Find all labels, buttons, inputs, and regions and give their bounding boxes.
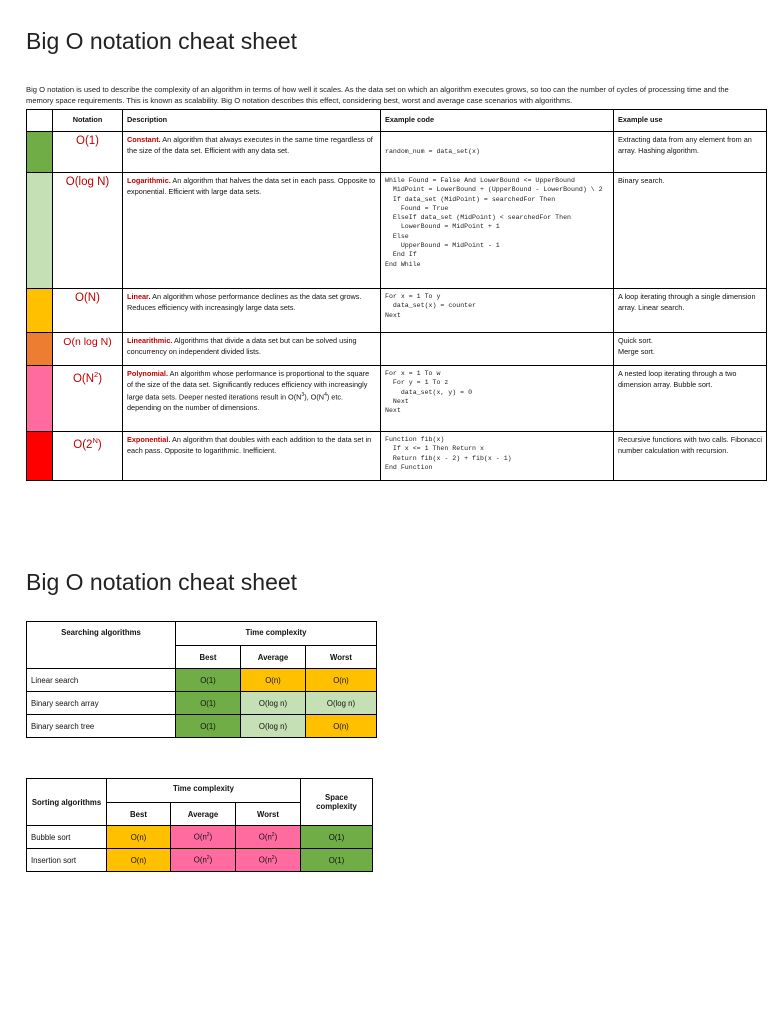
text-fragment: 2 xyxy=(271,832,275,839)
table-row xyxy=(27,669,377,692)
row-label: Binary search tree xyxy=(27,715,176,738)
cell-worst: O(n) xyxy=(306,715,377,738)
table-row xyxy=(27,715,377,738)
keyword: Polynomial xyxy=(127,369,166,378)
cell-average: O(n) xyxy=(241,669,306,692)
cell-worst xyxy=(236,849,301,872)
text-fragment: . xyxy=(170,336,173,345)
code-cell xyxy=(381,289,614,333)
description-cell xyxy=(123,432,381,481)
table-row xyxy=(27,333,767,366)
cell-space: O(1) xyxy=(301,849,373,872)
keyword: Linear xyxy=(127,292,149,301)
corner-header: Sorting algorithms xyxy=(27,779,107,826)
text-fragment: ), O(N xyxy=(304,392,325,402)
table-row xyxy=(27,826,373,849)
use-cell: A nested loop iterating through a two dimension array. Bubble sort. xyxy=(614,366,767,432)
text-fragment: O(n xyxy=(193,832,207,842)
big-o-table xyxy=(26,109,767,481)
table-row xyxy=(27,173,767,289)
space-header: Space complexity xyxy=(301,779,373,826)
color-swatch xyxy=(27,173,53,289)
page-title: Big O notation cheat sheet xyxy=(26,28,298,54)
group-header: Time complexity xyxy=(107,779,301,803)
cell-worst: O(n) xyxy=(306,669,377,692)
cell-best: O(1) xyxy=(176,692,241,715)
use-cell: Recursive functions with two calls. Fibonacci number calculation with recursion. xyxy=(614,432,767,481)
sorting-algorithms-table xyxy=(26,778,373,872)
code-block: random_num = data_set(x) xyxy=(385,148,480,156)
notation-cell: O(1) xyxy=(53,132,123,173)
text-fragment: ) etc. depending on the number of dimensions. xyxy=(127,392,344,412)
keyword: Logarithmic xyxy=(127,176,169,185)
description-cell xyxy=(123,289,381,333)
cell-best: O(n) xyxy=(107,849,171,872)
code-block: While Found = False And LowerBound <= UpperBound MidPoint = LowerBound + (UpperBound - LowerBound) \ 2 If data_set (MidPoint) = searchedFor Then Found = True ElseIf data_set (MidPoint) < searchedFor Then LowerBound = MidPoint + 1 Else UpperBound = MidPoint - 1 End If End While xyxy=(385,177,603,268)
use-header: Example use xyxy=(614,110,767,132)
use-cell: Extracting data from any element from an array. Hashing algorithm. xyxy=(614,132,767,173)
row-label: Binary search array xyxy=(27,692,176,715)
cell-average: O(log n) xyxy=(241,715,306,738)
table-row xyxy=(27,779,373,803)
corner-header: Searching algorithms xyxy=(27,622,176,669)
swatch-header xyxy=(27,110,53,132)
color-swatch xyxy=(27,366,53,432)
text-fragment: O(n xyxy=(193,855,207,865)
text-fragment: ) xyxy=(209,832,213,842)
description-text: An algorithm that always executes in the same time regardless of the size of the data set. Efficient with any data set. xyxy=(127,135,373,155)
notation-cell: O(log N) xyxy=(53,173,123,289)
intro-paragraph: Big O notation is used to describe the complexity of an algorithm in terms of how well it scales. As the data set on which an algorithm executes grows, so too can the number of cycles of processing time and the memory space requirements. This is known as scalability. Big O notation describes this effect, considering best, worst and average case scenarios with algorithms. xyxy=(26,84,729,106)
col-header-best: Best xyxy=(107,803,171,826)
text-fragment: . xyxy=(148,292,151,301)
searching-algorithms-table xyxy=(26,621,377,738)
description-cell xyxy=(123,333,381,366)
text-fragment: O(n xyxy=(258,832,272,842)
keyword: Linearithmic xyxy=(127,336,171,345)
table-row xyxy=(27,432,767,481)
table-row xyxy=(27,366,767,432)
notation-cell xyxy=(53,432,123,481)
text-fragment: ) xyxy=(98,372,103,385)
description-text: An algorithm that halves the data set in each pass. Opposite to exponential. Efficient with large data sets. xyxy=(127,176,376,196)
cell-worst xyxy=(236,826,301,849)
cell-best: O(1) xyxy=(176,669,241,692)
code-header: Example code xyxy=(381,110,614,132)
table-row xyxy=(27,692,377,715)
color-swatch xyxy=(27,432,53,481)
text-fragment: 2 xyxy=(94,370,99,379)
col-header-worst: Worst xyxy=(236,803,301,826)
text-fragment: . xyxy=(168,176,171,185)
description-cell xyxy=(123,366,381,432)
text-fragment: . xyxy=(168,435,171,444)
cell-average xyxy=(171,849,236,872)
notation-cell: O(N) xyxy=(53,289,123,333)
text-fragment: 2 xyxy=(206,832,210,839)
table-row xyxy=(27,622,377,646)
table-row xyxy=(27,132,767,173)
color-swatch xyxy=(27,132,53,173)
cell-worst: O(log n) xyxy=(306,692,377,715)
text-fragment: O(2 xyxy=(73,438,93,451)
text-fragment: ) xyxy=(97,438,102,451)
text-fragment: 2 xyxy=(271,855,275,862)
cell-average: O(log n) xyxy=(241,692,306,715)
col-header-best: Best xyxy=(176,646,241,669)
use-cell: A loop iterating through a single dimension array. Linear search. xyxy=(614,289,767,333)
code-cell xyxy=(381,333,614,366)
text-fragment: ) xyxy=(209,855,213,865)
table-row xyxy=(27,849,373,872)
col-header-average: Average xyxy=(241,646,306,669)
code-block: Function fib(x) If x <= 1 Then Return x Return fib(x - 2) + fib(x - 1) End Function xyxy=(385,436,512,471)
header-row xyxy=(27,110,767,132)
group-header: Time complexity xyxy=(176,622,377,646)
notation-cell: O(n log N) xyxy=(53,333,123,366)
keyword: Exponential xyxy=(127,435,169,444)
text-fragment: 3 xyxy=(301,392,305,398)
text-fragment: N xyxy=(92,436,98,445)
table-row xyxy=(27,289,767,333)
description-text: Algorithms that divide a data set but can be solved using concurrency on independent divided lists. xyxy=(127,336,357,356)
notation-header: Notation xyxy=(53,110,123,132)
text-fragment: ) xyxy=(274,855,278,865)
text-fragment: 4 xyxy=(324,392,327,398)
code-cell xyxy=(381,366,614,432)
cell-best: O(1) xyxy=(176,715,241,738)
description-header: Description xyxy=(123,110,381,132)
row-label: Linear search xyxy=(27,669,176,692)
text-fragment: An algorithm whose performance is proportional to the square of the size of the data set. Significantly reduces efficiency with increasingly large data sets. Deeper nested iterations result in O(N xyxy=(127,369,370,402)
row-label: Insertion sort xyxy=(27,849,107,872)
use-cell: Quick sort. Merge sort. xyxy=(614,333,767,366)
description-cell xyxy=(123,132,381,173)
cell-space: O(1) xyxy=(301,826,373,849)
code-cell xyxy=(381,432,614,481)
code-cell xyxy=(381,132,614,173)
col-header-average: Average xyxy=(171,803,236,826)
row-label: Bubble sort xyxy=(27,826,107,849)
description-cell xyxy=(123,173,381,289)
description-text: An algorithm that doubles with each addition to the data set in each pass. Opposite to logarithmic. Inefficient. xyxy=(127,435,372,455)
text-fragment: O(N xyxy=(72,372,95,385)
code-block: For x = 1 To y data_set(x) = counter Next xyxy=(385,293,477,319)
cell-best: O(n) xyxy=(107,826,171,849)
cell-average xyxy=(171,826,236,849)
code-block: For x = 1 To w For y = 1 To z data_set(x, y) = 0 Next Next xyxy=(385,370,473,415)
text-fragment: 2 xyxy=(206,855,210,862)
col-header-worst: Worst xyxy=(306,646,377,669)
code-cell xyxy=(381,173,614,289)
text-fragment: O(n xyxy=(258,855,272,865)
color-swatch xyxy=(27,289,53,333)
text-fragment: . xyxy=(165,369,168,378)
color-swatch xyxy=(27,333,53,366)
keyword: Constant xyxy=(127,135,159,144)
section-title: Big O notation cheat sheet xyxy=(26,569,298,595)
notation-cell xyxy=(53,366,123,432)
text-fragment: . xyxy=(158,135,161,144)
description-text: An algorithm whose performance declines as the data set grows. Reduces efficiency with increasingly large data sets. xyxy=(127,292,362,312)
text-fragment: ) xyxy=(274,832,278,842)
use-cell: Binary search. xyxy=(614,173,767,289)
